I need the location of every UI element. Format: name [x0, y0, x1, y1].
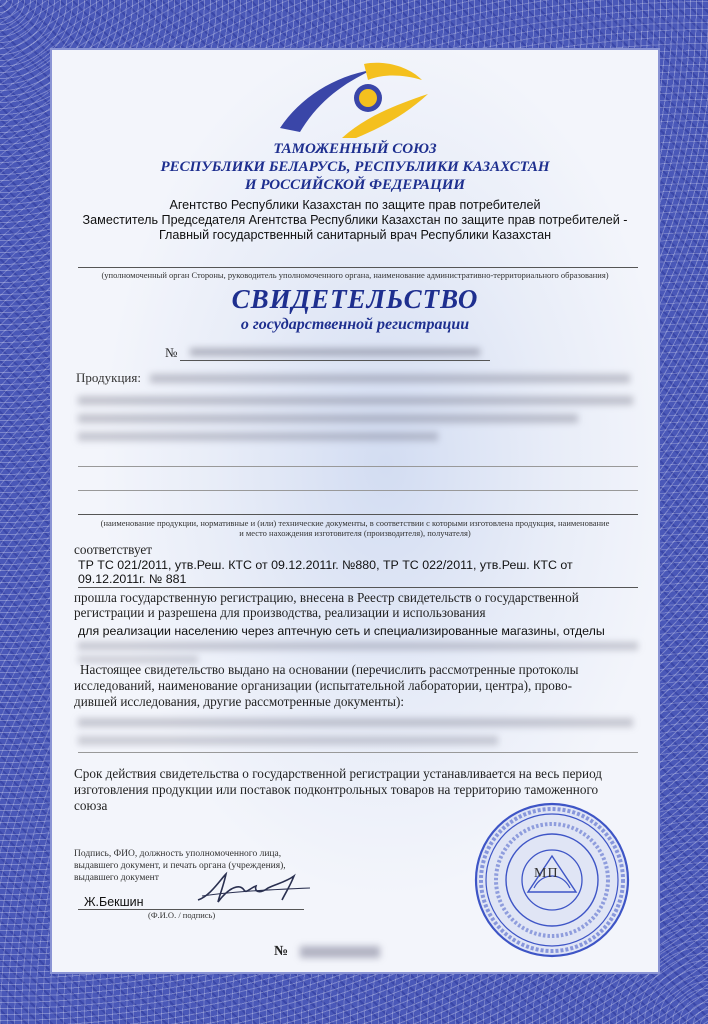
product-underline-2 — [78, 490, 638, 491]
authority-underline — [78, 267, 638, 268]
validity-line-2: изготовления продукции или поставок подконтрольных товаров на территорию таможенного — [74, 782, 599, 797]
certificate-subtitle: о государственной регистрации — [240, 316, 470, 333]
number-label: № — [165, 345, 178, 360]
registration-line-1: прошла государственную регистрацию, внесена в Реестр свидетельств о государственной — [74, 590, 579, 605]
registration-text — [74, 590, 654, 620]
product-text-blurred-3 — [78, 414, 578, 423]
registration-line-2: регистрации и разрешена для производства, реализации и использования — [74, 605, 486, 620]
registration-scope: для реализации населению через аптечную сеть и специализированные магазины, отделы — [78, 624, 605, 638]
product-label: Продукция: — [76, 370, 141, 385]
authority-line-3: Главный государственный санитарный врач Республики Казахстан — [158, 228, 552, 242]
union-header — [50, 140, 660, 194]
basis-underline-1 — [78, 752, 638, 753]
complies-underline — [78, 587, 638, 588]
complies-standards — [78, 558, 648, 586]
product-caption-line-1: (наименование продукции, нормативные и (или) технические документы, в соответствии с которыми изготовлена продукция, наименование — [100, 518, 610, 528]
complies-line-2: 09.12.2011г. № 881 — [78, 572, 187, 586]
customs-union-logo — [272, 58, 442, 140]
product-caption — [50, 518, 660, 538]
basis-docs-blurred-1 — [78, 718, 633, 727]
basis-line-1: Настоящее свидетельство выдано на основании (перечислить рассмотренные протоколы — [80, 662, 579, 677]
complies-label: соответствует — [74, 542, 152, 557]
complies-line-1: ТР ТС 021/2011, утв.Реш. КТС от 09.12.2011г. №880, ТР ТС 022/2011, утв.Реш. КТС от — [78, 558, 573, 572]
union-line-2: РЕСПУБЛИКИ БЕЛАРУСЬ, РЕСПУБЛИКИ КАЗАХСТАН — [160, 159, 550, 175]
authority-block — [50, 198, 660, 243]
number-underline — [180, 360, 490, 361]
union-line-3: И РОССИЙСКОЙ ФЕДЕРАЦИИ — [244, 177, 466, 193]
validity-line-1: Срок действия свидетельства о государственной регистрации устанавливается на весь период — [74, 766, 602, 781]
authority-line-2: Заместитель Председателя Агентства Республики Казахстан по защите прав потребителей - — [82, 213, 628, 227]
footer-number-blurred — [300, 946, 380, 958]
registration-scope-blurred-1 — [78, 642, 638, 650]
signer-name-caption: (Ф.И.О. / подпись) — [148, 910, 216, 920]
validity-line-3: союза — [74, 798, 108, 813]
basis-line-2: исследований, наименование организации (испытательной лаборатории, центра), прово- — [74, 678, 572, 693]
product-underline-1 — [78, 466, 638, 467]
number-value-blurred — [190, 348, 480, 356]
certificate-title: СВИДЕТЕЛЬСТВО — [231, 284, 479, 314]
product-text-blurred-2 — [78, 396, 633, 405]
certificate-paper — [50, 48, 660, 974]
product-underline-3 — [78, 514, 638, 515]
basis-line-3: дившей исследования, другие рассмотренные документы): — [74, 694, 404, 709]
union-line-1: ТАМОЖЕННЫЙ СОЮЗ — [273, 141, 437, 157]
signature-caption-line-1: Подпись, ФИО, должность уполномоченного лица, — [74, 849, 282, 859]
authority-line-1: Агентство Республики Казахстан по защите прав потребителей — [169, 198, 541, 212]
signature-caption-line-3: выдавшего документ — [74, 873, 159, 883]
footer-number-label: № — [274, 944, 289, 959]
basis-docs-blurred-2 — [78, 736, 498, 745]
signature-caption-line-2: выдавшего документ, и печать органа (учреждения), — [74, 861, 286, 871]
signer-name: Ж.Бекшин — [84, 895, 144, 909]
product-caption-line-2: и место нахождения изготовителя (производителя), получателя) — [239, 528, 471, 538]
authority-caption: (уполномоченный орган Стороны, руководитель уполномоченного органа, наименование административно-территориального образования) — [101, 270, 609, 280]
basis-text — [74, 662, 664, 710]
product-text-blurred-1 — [150, 374, 630, 383]
seal-mp-text: МП — [534, 866, 559, 881]
product-text-blurred-4 — [78, 432, 438, 441]
handwritten-signature — [190, 866, 320, 908]
